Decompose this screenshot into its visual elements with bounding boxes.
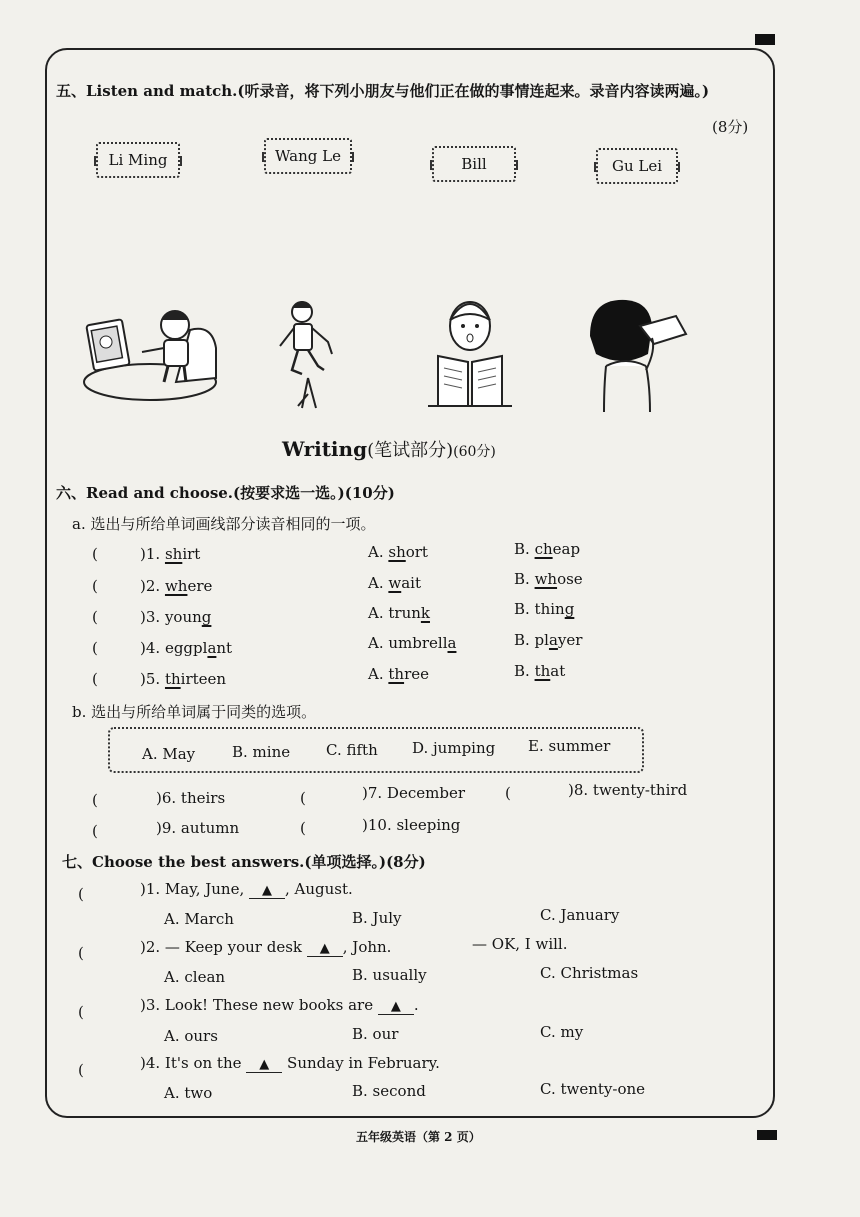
drinking-picture[interactable]: [584, 296, 690, 412]
option-a3-b[interactable]: B. thing: [514, 600, 575, 618]
option-c2-b[interactable]: B. usually: [352, 966, 427, 984]
answer-paren[interactable]: (: [78, 1061, 84, 1079]
section7-header: 七、Choose the best answers.(单项选择。)(8分): [62, 853, 426, 871]
name-box-bill[interactable]: [432, 146, 516, 182]
option-c1-a[interactable]: A. March: [164, 910, 234, 928]
word-option-a[interactable]: A. May: [142, 745, 196, 763]
option-a3-a[interactable]: A. trunk: [368, 604, 430, 622]
option-c4-c[interactable]: C. twenty-one: [540, 1080, 646, 1098]
question-b10: )10. sleeping: [362, 816, 461, 834]
section5-header: 五、Listen and match.(听录音，将下列小朋友与他们正在做的事情连起来。录音内容读两遍。): [56, 82, 710, 100]
answer-blank: ▲: [246, 1057, 282, 1073]
writing-cn: (笔试部分): [367, 440, 454, 461]
answer-paren[interactable]: (: [505, 784, 511, 802]
word-option-c[interactable]: C. fifth: [326, 741, 378, 759]
question-a5: )5. thirteen: [140, 670, 227, 688]
part-a-instruction: a. 选出与所给单词画线部分读音相同的一项。: [72, 515, 376, 533]
option-a5-b[interactable]: B. that: [514, 662, 566, 680]
registration-mark-bottom: [757, 1130, 777, 1140]
option-c3-c[interactable]: C. my: [540, 1023, 584, 1041]
question-b7: )7. December: [362, 784, 465, 802]
writing-title: [282, 436, 496, 462]
option-a2-a[interactable]: A. wait: [368, 574, 421, 592]
question-c3: )3. Look! These new books are ▲ .: [140, 996, 419, 1014]
word-option-e[interactable]: E. summer: [528, 737, 611, 755]
option-c1-b[interactable]: B. July: [352, 909, 402, 927]
answer-paren[interactable]: (: [78, 885, 84, 903]
answer-paren[interactable]: (: [300, 819, 306, 837]
question-b8: )8. twenty-third: [568, 781, 688, 799]
word-option-d[interactable]: D. jumping: [412, 739, 496, 757]
page-footer: 五年级英语（第 2 页）: [356, 1130, 481, 1144]
name-label: Li Ming: [108, 151, 168, 169]
answer-paren[interactable]: (: [78, 1003, 84, 1021]
section5-score: (8分): [712, 118, 749, 136]
answer-paren[interactable]: (: [92, 822, 98, 840]
question-c1: )1. May, June, ▲ , August.: [140, 880, 353, 898]
reading-picture[interactable]: [428, 294, 512, 412]
answer-paren[interactable]: (: [92, 639, 98, 657]
option-c2-c[interactable]: C. Christmas: [540, 964, 639, 982]
name-box-gu-lei[interactable]: [596, 148, 678, 184]
name-label: Gu Lei: [611, 157, 663, 175]
answer-paren[interactable]: (: [92, 577, 98, 595]
option-a1-b[interactable]: B. cheap: [514, 540, 581, 558]
word-option-b[interactable]: B. mine: [232, 743, 291, 761]
option-c2-a[interactable]: A. clean: [164, 968, 226, 986]
name-box-li-ming[interactable]: [96, 142, 180, 178]
writing-label: Writing: [282, 437, 368, 461]
answer-paren[interactable]: (: [92, 791, 98, 809]
option-c3-b[interactable]: B. our: [352, 1025, 399, 1043]
name-label: Wang Le: [275, 147, 341, 165]
answer-paren[interactable]: (: [92, 608, 98, 626]
answer-paren[interactable]: (: [92, 545, 98, 563]
tv-watching-picture[interactable]: [80, 300, 220, 404]
question-a3: )3. young: [140, 608, 212, 626]
option-a2-b[interactable]: B. whose: [514, 570, 583, 588]
option-c1-c[interactable]: C. January: [540, 906, 620, 924]
question-c4: )4. It's on the ▲ Sunday in February.: [140, 1054, 440, 1072]
section6-header: 六、Read and choose.(按要求选一选。)(10分): [56, 484, 395, 502]
option-a4-b[interactable]: B. player: [514, 631, 583, 649]
option-a1-a[interactable]: A. short: [368, 543, 428, 561]
writing-score: (60分): [453, 444, 496, 460]
question-c2: )2. — Keep your desk ▲ , John.: [140, 938, 392, 956]
option-c4-a[interactable]: A. two: [164, 1084, 213, 1102]
name-box-wang-le[interactable]: [264, 138, 352, 174]
question-a1: )1. shirt: [140, 545, 201, 563]
question-b9: )9. autumn: [156, 819, 240, 837]
question-c2-reply: — OK, I will.: [472, 935, 568, 953]
answer-paren[interactable]: (: [78, 944, 84, 962]
jumping-picture[interactable]: [272, 298, 344, 414]
name-label: Bill: [461, 155, 487, 173]
answer-blank: ▲: [307, 941, 343, 957]
answer-blank: ▲: [378, 999, 414, 1015]
answer-blank: ▲: [249, 883, 285, 899]
question-a4: )4. eggplant: [140, 639, 233, 657]
option-a4-a[interactable]: A. umbrella: [368, 634, 457, 652]
question-a2: )2. where: [140, 577, 213, 595]
option-c3-a[interactable]: A. ours: [164, 1027, 218, 1045]
question-b6: )6. theirs: [156, 789, 226, 807]
answer-paren[interactable]: (: [300, 789, 306, 807]
answer-paren[interactable]: (: [92, 670, 98, 688]
option-c4-b[interactable]: B. second: [352, 1082, 426, 1100]
option-a5-a[interactable]: A. three: [368, 665, 430, 683]
registration-mark-top: [755, 34, 775, 45]
part-b-instruction: b. 选出与所给单词属于同类的选项。: [72, 703, 317, 721]
